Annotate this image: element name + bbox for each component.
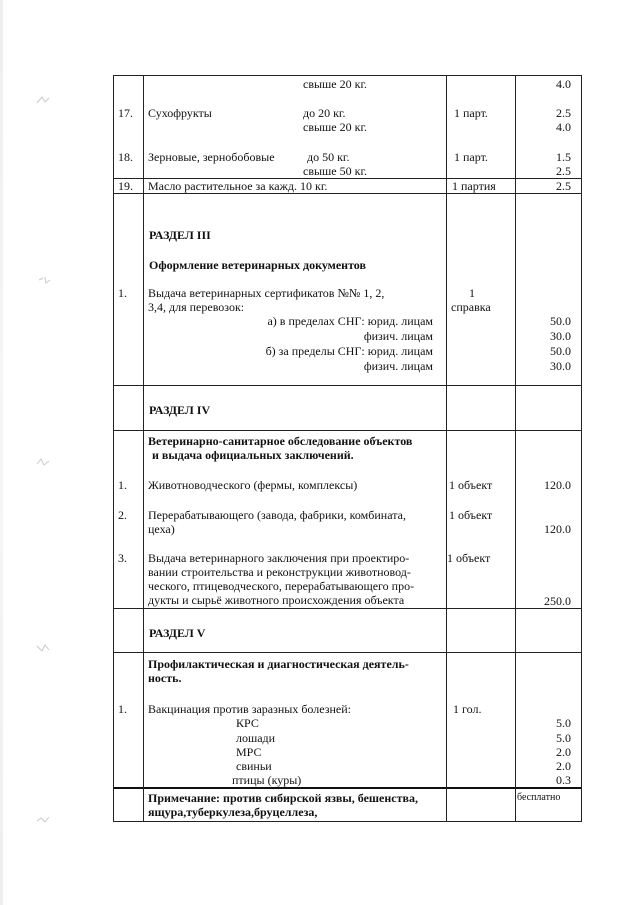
vaccination-price: 2.0 xyxy=(556,745,571,759)
section5-title: РАЗДЕЛ V xyxy=(149,626,206,640)
animal-label: КРС xyxy=(236,716,259,730)
section3-item1-price: 50.0 xyxy=(550,344,571,358)
section3-item1-price: 50.0 xyxy=(550,314,571,328)
section5-item1-unit: 1 гол. xyxy=(453,702,482,716)
section3-item1-price: 30.0 xyxy=(550,359,571,373)
scan-edge xyxy=(0,0,3,905)
section4-item1-line: Животноводческого (фермы, комплексы) xyxy=(148,478,358,492)
section4-item2-price: 120.0 xyxy=(544,522,571,536)
scan-mark xyxy=(36,92,50,102)
section4-title: РАЗДЕЛ IV xyxy=(149,403,211,417)
row19-num: 19. xyxy=(118,179,133,193)
scan-mark xyxy=(36,640,50,650)
scan-mark xyxy=(36,454,50,464)
section3-item1-unit1: 1 xyxy=(469,286,475,300)
row-divider xyxy=(113,608,582,609)
section4-item1-num: 1. xyxy=(118,478,127,492)
animal-label: МРС xyxy=(236,745,262,759)
section4-item3-unit: 1 объект xyxy=(447,551,491,565)
section4-item3-line: вании строительства и реконструкции животновод- xyxy=(148,565,411,579)
section3-item1-num: 1. xyxy=(118,286,127,300)
section3-item1-unit2: справка xyxy=(451,300,491,314)
row18-sub1: до 50 кг. xyxy=(307,150,350,164)
section4-item1-price: 120.0 xyxy=(544,478,571,492)
row17-sub2: свыше 20 кг. xyxy=(303,120,368,134)
row18-price1: 1.5 xyxy=(556,150,571,164)
column-divider xyxy=(113,75,114,822)
row19-unit: 1 партия xyxy=(452,179,496,193)
vaccination-price: 0.3 xyxy=(556,773,571,787)
row17-sub1: до 20 кг. xyxy=(303,106,346,120)
section4-subtitle1: Ветеринарно-санитарное обследование объектов xyxy=(148,434,413,448)
row18-num: 18. xyxy=(118,150,133,164)
column-divider xyxy=(143,75,144,822)
section3-subtitle: Оформление ветеринарных документов xyxy=(149,258,366,272)
row-divider xyxy=(113,652,582,653)
row16-price: 4.0 xyxy=(556,77,571,91)
column-divider xyxy=(581,75,582,822)
section4-item3-line: ческого, птицеводческого, перерабатывающего про- xyxy=(148,579,415,593)
scan-mark xyxy=(36,812,50,822)
section4-item1-unit: 1 объект xyxy=(449,478,493,492)
section5-item1-name: Вакцинация против заразных болезней: xyxy=(148,702,351,716)
section4-item2-num: 2. xyxy=(118,508,127,522)
section5-item1-num: 1. xyxy=(118,702,127,716)
section3-item1-a1: а) в пределах СНГ: юрид. лицам xyxy=(267,314,433,328)
animal-label: свиньи xyxy=(236,759,272,773)
row17-num: 17. xyxy=(118,106,133,120)
row17-name: Сухофрукты xyxy=(148,106,212,120)
section3-title: РАЗДЕЛ III xyxy=(149,228,211,242)
row-divider xyxy=(113,385,582,386)
section5-subtitle1: Профилактическая и диагностическая деятель- xyxy=(148,657,409,671)
section4-item3-line: дукты и сырьё животного происхождения объекта xyxy=(148,593,405,607)
row-divider xyxy=(113,787,582,789)
row18-name: Зерновые, зернобобовые xyxy=(148,150,275,164)
column-divider xyxy=(446,75,447,822)
section4-item2-line: цеха) xyxy=(148,522,175,536)
section3-item1-line2: 3,4, для перевозок: xyxy=(148,300,245,314)
section3-item1-price: 30.0 xyxy=(550,329,571,343)
vaccination-price: 5.0 xyxy=(556,716,571,730)
row18-sub2: свыше 50 кг. xyxy=(303,164,368,178)
row18-price2: 2.5 xyxy=(556,164,571,178)
note-line2: ящура,туберкулеза,бруцеллеза, xyxy=(148,805,318,819)
row17-unit: 1 парт. xyxy=(454,106,488,120)
vaccination-price: 5.0 xyxy=(556,731,571,745)
table-border-top xyxy=(113,75,582,76)
section4-item3-num: 3. xyxy=(118,551,127,565)
note-line1: Примечание: против сибирской язвы, бешенства, xyxy=(148,791,418,805)
section3-item1-a2: физич. лицам xyxy=(363,329,433,343)
row17-price2: 4.0 xyxy=(556,120,571,134)
row-divider xyxy=(113,193,582,194)
vaccination-price: 2.0 xyxy=(556,759,571,773)
table-border-bottom xyxy=(113,821,582,822)
row19-name: Масло растительное за кажд. 10 кг. xyxy=(148,179,328,193)
section3-item1-line1: Выдача ветеринарных сертификатов №№ 1, 2, xyxy=(148,286,385,300)
row18-unit: 1 парт. xyxy=(454,150,488,164)
section4-item2-line: Перерабатывающего (завода, фабрики, комбината, xyxy=(148,508,406,522)
row17-price1: 2.5 xyxy=(556,106,571,120)
row-divider xyxy=(113,430,582,431)
row19-price: 2.5 xyxy=(556,179,571,193)
section4-subtitle2: и выдача официальных заключений. xyxy=(152,448,354,462)
tariff-table xyxy=(113,75,582,822)
note-price: бесплатно xyxy=(517,792,561,803)
section3-item1-b1: б) за пределы СНГ: юрид. лицам xyxy=(265,344,433,358)
scan-mark xyxy=(38,272,52,282)
section4-item3-price: 250.0 xyxy=(544,594,571,608)
section5-subtitle2: ность. xyxy=(148,671,182,685)
section3-item1-b2: физич. лицам xyxy=(363,359,433,373)
animal-label: птицы (куры) xyxy=(232,773,302,787)
animal-label: лошади xyxy=(236,731,276,745)
section4-item3-line: Выдача ветеринарного заключения при проектиро- xyxy=(148,551,410,565)
row16-note: свыше 20 кг. xyxy=(303,77,368,91)
section4-item2-unit: 1 объект xyxy=(449,508,493,522)
